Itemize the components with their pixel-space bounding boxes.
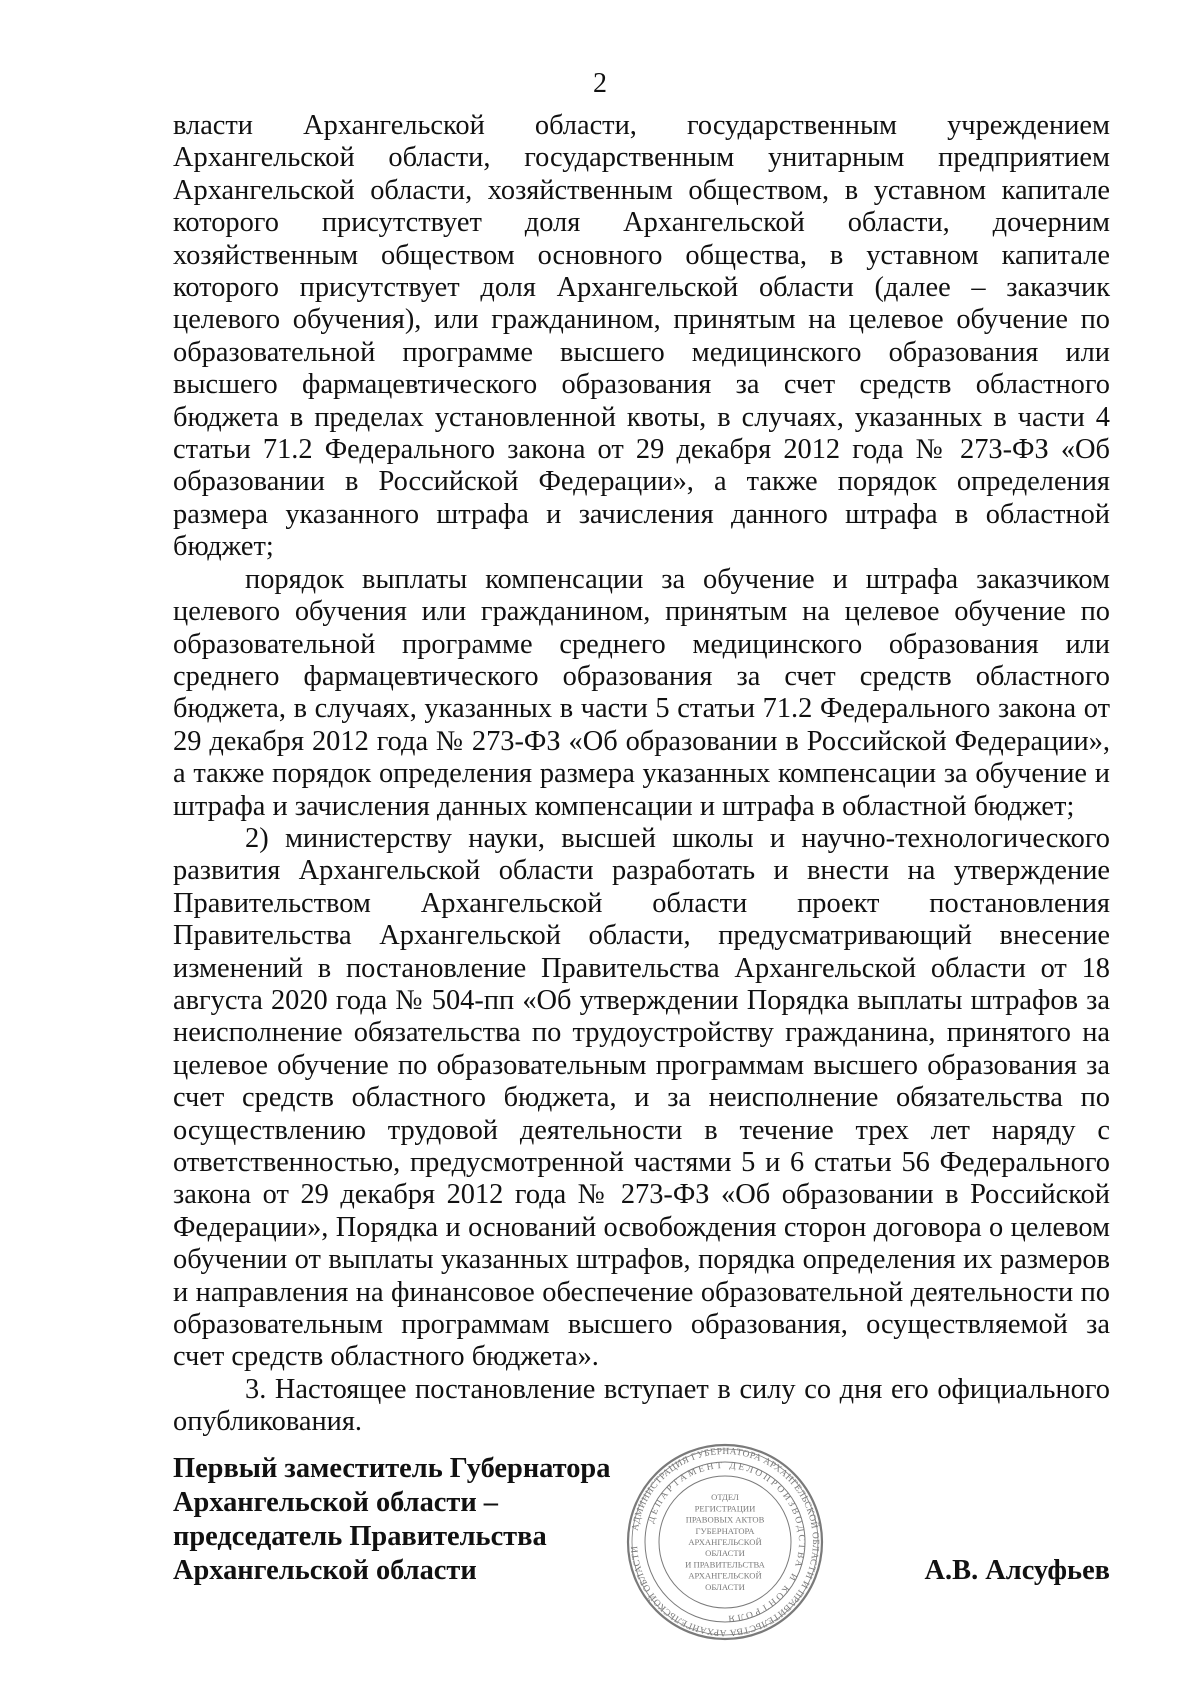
seal-center-line: И ПРАВИТЕЛЬСТВА	[685, 1559, 765, 1570]
seal-center-text	[685, 1492, 765, 1592]
seal-center-line: ГУБЕРНАТОРА	[695, 1525, 755, 1536]
seal-graphic	[625, 1442, 825, 1642]
paragraph-item-3: 3. Настоящее постановление вступает в силу со дня его официального опубликования.	[173, 1373, 1110, 1438]
paragraph-continuation: власти Архангельской области, государственным учреждением Архангельской области, государственным унитарным предприятием Архангельской области, хозяйственным обществом, в уставном капитале которого присутствует доля Архангельской области, дочерним хозяйственным обществом основного общества, в уставном капитале которого присутствует доля Архангельской области (далее – заказчик целевого обучения), или гражданином, принятым на целевое обучение по образовательной программе высшего медицинского образования или высшего фармацевтического образования за счет средств областного бюджета в пределах установленной квоты, в случаях, указанных в части 4 статьи 71.2 Федерального закона от 29 декабря 2012 года № 273-ФЗ «Об образовании в Российской Федерации», а также порядок определения размера указанного штрафа и зачисления данного штрафа в областной бюджет;	[173, 110, 1110, 563]
signatory-title	[173, 1452, 610, 1588]
document-body	[173, 110, 1110, 1439]
seal-center-line: АРХАНГЕЛЬСКОЙ	[688, 1537, 762, 1547]
signatory-title-line: председатель Правительства	[173, 1521, 547, 1552]
signature-block	[173, 1446, 1110, 1652]
seal-outer-text: АДМИНИСТРАЦИЯ ГУБЕРНАТОРА АРХАНГЕЛЬСКОЙ ОБЛАСТИ И ПРАВИТЕЛЬСТВА АРХАНГЕЛЬСКОЙ ОБЛАСТИ	[630, 1446, 821, 1638]
paragraph-compensation-order: порядок выплаты компенсации за обучение и штрафа заказчиком целевого обучения или гражданином, принятым на целевое обучение по образовательной программе среднего медицинского образования или среднего фармацевтического образования за счет средств областного бюджета, в случаях, указанных в части 5 статьи 71.2 Федерального закона от 29 декабря 2012 года № 273-ФЗ «Об образовании в Российской Федерации», а также порядок определения размера указанных компенсации за обучение и штрафа и зачисления данных компенсации и штрафа в областной бюджет;	[173, 563, 1110, 822]
seal-center-line: РЕГИСТРАЦИИ	[694, 1503, 756, 1514]
official-seal	[625, 1442, 825, 1642]
seal-center-line: ОБЛАСТИ	[705, 1548, 745, 1559]
seal-center-line: ОТДЕЛ	[711, 1492, 739, 1503]
signatory-title-line: Первый заместитель Губернатора	[173, 1453, 611, 1484]
paragraph-item-2: 2) министерству науки, высшей школы и научно-технологического развития Архангельской области разработать и внести на утверждение Правительством Архангельской области проект постановления Правительства Архангельской области, предусматривающий внесение изменений в постановление Правительства Архангельской области от 18 августа 2020 года № 504-пп «Об утверждении Порядка выплаты штрафов за неисполнение обязательства по трудоустройству гражданина, принятого на целевое обучение по образовательным программам высшего образования за счет средств областного бюджета, и за неисполнение обязательства по осуществлению трудовой деятельности в течение трех лет наряду с ответственностью, предусмотренной частями 5 и 6 статьи 56 Федерального закона от 29 декабря 2012 года № 273-ФЗ «Об образовании в Российской Федерации», Порядка и оснований освобождения сторон договора о целевом обучении от выплаты указанных штрафов, порядка определения их размеров и направления на финансовое обеспечение образовательной деятельности по образовательным программам высшего образования, осуществляемой за счет средств областного бюджета».	[173, 822, 1110, 1373]
page-number: 2	[593, 68, 607, 99]
signatory-title-line: Архангельской области –	[173, 1487, 498, 1518]
seal-center-line: ПРАВОВЫХ АКТОВ	[685, 1514, 765, 1525]
signatory-title-line: Архангельской области	[173, 1555, 477, 1586]
signatory-name: А.В. Алсуфьев	[924, 1555, 1110, 1586]
seal-center-line: АРХАНГЕЛЬСКОЙ	[688, 1570, 762, 1581]
seal-center-line: ОБЛАСТИ	[705, 1581, 745, 1592]
seal-inner-text: ДЕПАРТАМЕНТ ДЕЛОПРОИЗВОДСТВА И КОНТРОЛЯ	[646, 1460, 807, 1624]
